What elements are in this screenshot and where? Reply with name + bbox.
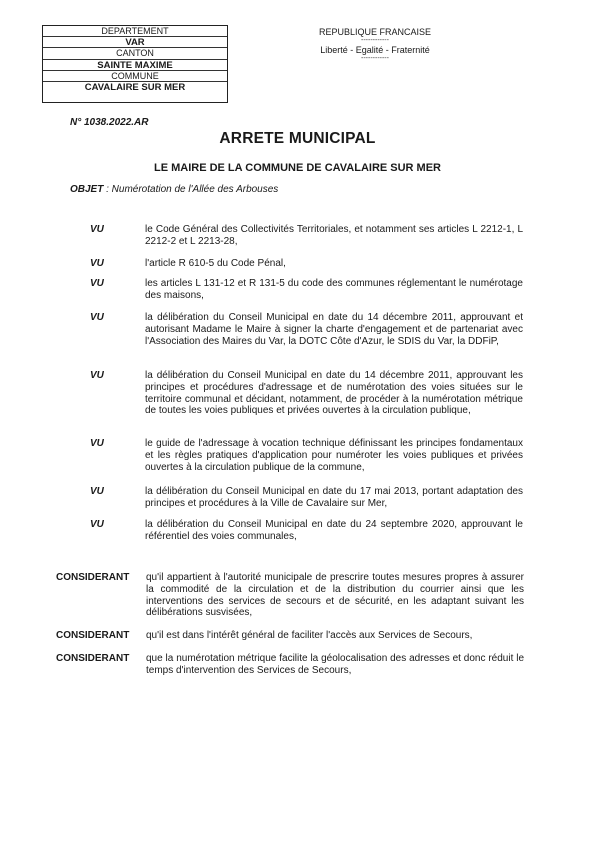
vu-item: l'article R 610-5 du Code Pénal, <box>145 258 286 269</box>
department-label: DEPARTEMENT <box>43 26 227 37</box>
republic-separator-bottom: ------------ <box>361 55 389 62</box>
vu-item: la délibération du Conseil Municipal en date du 14 décembre 2011, approuvant et autorisant Madame le Maire à signer la charte d'engagement et de partenariat avec l'Association des Maires du Var, la DOTC Côte d'Azur, le SDIS du Var, la DDFiP, <box>145 312 523 347</box>
considerant-label: CONSIDERANT <box>56 572 130 583</box>
vu-label: VU <box>90 438 104 449</box>
republic-motto: Liberté - Egalité - Fraternité <box>320 45 430 55</box>
objet-text: : Numérotation de l'Allée des Arbouses <box>103 184 279 195</box>
vu-label: VU <box>90 224 104 235</box>
considerant-label: CONSIDERANT <box>56 630 130 641</box>
vu-label: VU <box>90 486 104 497</box>
objet-line <box>70 184 278 195</box>
vu-item: la délibération du Conseil Municipal en date du 14 décembre 2011, approuvant les principes et procédures d'adressage et de numérotation des voies situées sur le territoire communal et décidant, notamment, de procéder à la numérotation métrique de toutes les voies publiques et privées ouvertes à la circulation publique, <box>145 370 523 417</box>
page-title: ARRETE MUNICIPAL <box>219 130 376 147</box>
vu-item: le Code Général des Collectivités Territoriales, et notamment ses articles L 2212-1, L 2212-2 et L 2213-28, <box>145 224 523 247</box>
canton-label: CANTON <box>43 48 227 59</box>
vu-label: VU <box>90 278 104 289</box>
republic-header <box>300 27 450 63</box>
arrete-number: N° 1038.2022.AR <box>70 117 149 128</box>
republic-name: REPUBLIQUE FRANCAISE <box>318 27 432 37</box>
vu-item: le guide de l'adressage à vocation technique définissant les principes fondamentaux et les règles pratiques d'application pour numéroter les voies publiques et privées ouvertes à la circulation publique de la commune, <box>145 438 523 473</box>
vu-label: VU <box>90 312 104 323</box>
vu-item: la délibération du Conseil Municipal en date du 17 mai 2013, portant adaptation des principes et procédures à la Ville de Cavalaire sur Mer, <box>145 486 523 509</box>
department-value: VAR <box>43 37 227 48</box>
considerant-label: CONSIDERANT <box>56 653 130 664</box>
vu-item: la délibération du Conseil Municipal en date du 24 septembre 2020, approuvant le référentiel des voies communales, <box>145 519 523 542</box>
page-subtitle: LE MAIRE DE LA COMMUNE DE CAVALAIRE SUR MER <box>153 162 442 174</box>
republic-separator-top: ------------ <box>361 37 389 44</box>
canton-value: SAINTE MAXIME <box>43 60 227 71</box>
objet-label: OBJET <box>70 184 104 195</box>
department-box <box>42 25 228 103</box>
vu-item: les articles L 131-12 et R 131-5 du code des communes réglementant le numérotage des maisons, <box>145 278 523 301</box>
vu-label: VU <box>90 370 104 381</box>
considerant-item: qu'il est dans l'intérêt général de faciliter l'accès aux Services de Secours, <box>146 630 473 641</box>
commune-label: COMMUNE <box>43 71 227 82</box>
vu-label: VU <box>90 258 104 269</box>
commune-value: CAVALAIRE SUR MER <box>84 81 186 93</box>
considerant-item: qu'il appartient à l'autorité municipale de prescrire toutes mesures propres à assurer la commodité de la circulation et de la distribution du courrier ainsi que les interventions des services de secours et de sécurité, en les adaptant suivant les délibérations susvisées, <box>146 572 524 619</box>
vu-label: VU <box>90 519 104 530</box>
considerant-item: que la numérotation métrique facilite la géolocalisation des adresses et donc réduit le temps d'intervention des Services de Secours, <box>146 653 524 676</box>
